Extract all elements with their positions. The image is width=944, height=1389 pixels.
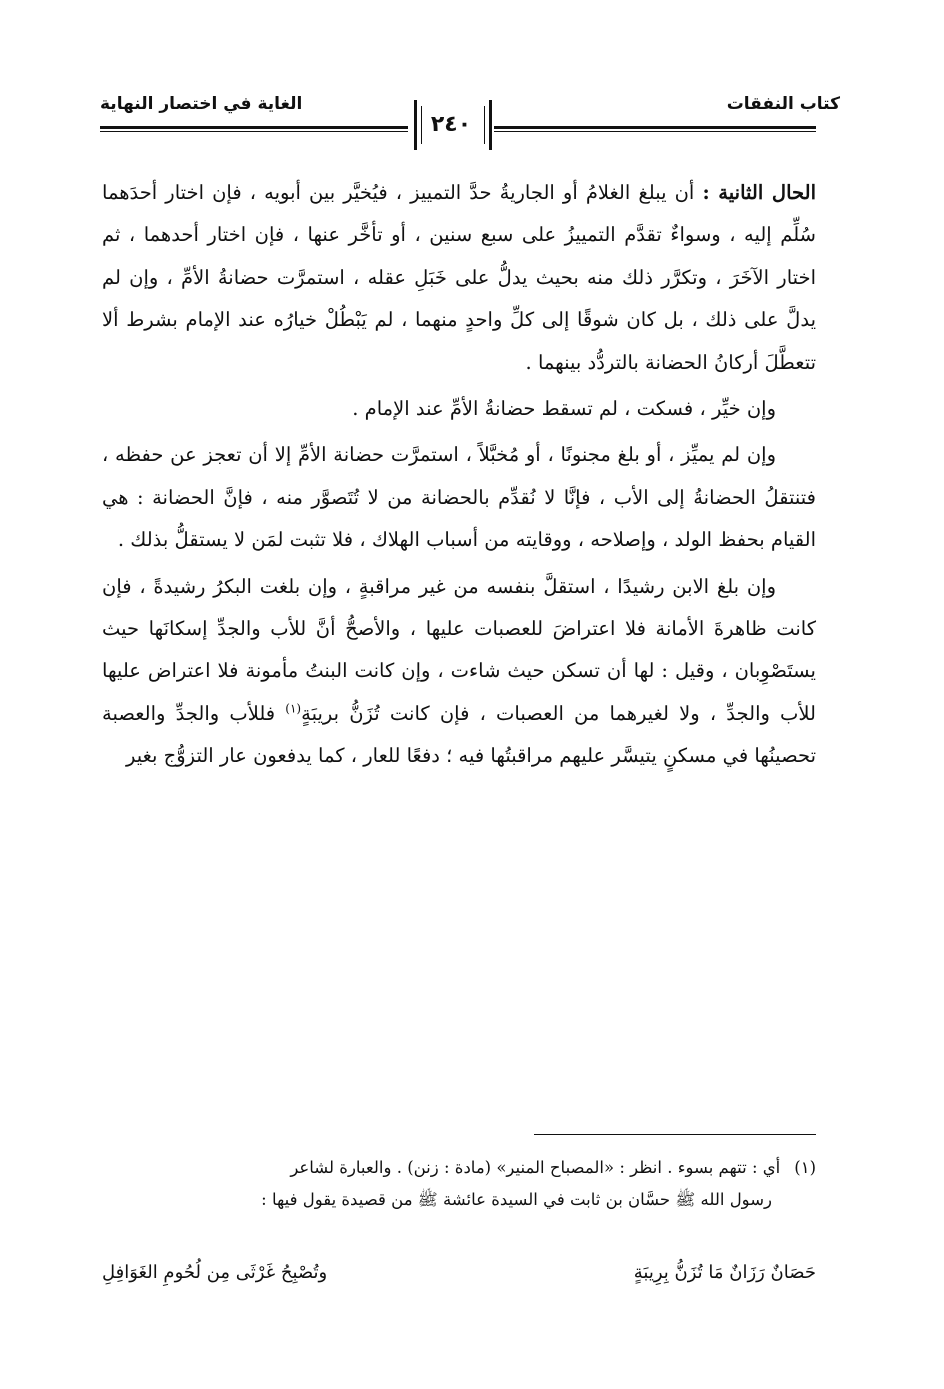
- paragraph-1-text: أن يبلغ الغلامُ أو الجاريةُ حدَّ التمييز ، فيُخيَّر بين أبويه ، فإن اختار أحدَهما سُلِّم إليه ، وسواءٌ تقدَّم التمييزُ على سبع سنين ، أو تأخَّر عنها ، فإن اختار أحدهما ، ثم اختار الآخَرَ ، وتكرَّر ذلك منه بحيث يدلُّ على خَبَلِ عقله ، استمرَّت حضانةُ الأمِّ ، وإن لم يدلَّ على ذلك ، بل كان شوقًا إلى كلِّ واحدٍ منهما ، لم يَبْطُلْ خيارُه عند الإمام بشرط ألا تتعطَّلَ أركانُ الحضانة بالتردُّد بينهما .: [102, 181, 816, 374]
- footnote-verse: [102, 1262, 816, 1302]
- paragraph-4-text-a: وإن بلغ الابن رشيدًا ، استقلَّ بنفسه من غير مراقبةٍ ، وإن بلغت البكرُ رشيدةً ، فإن كانت ظاهرةَ الأمانة فلا اعتراضَ للعصبات عليها ، والأصحُّ أنَّ للأب والجدِّ إسكانَها حيث يستَصْوِبان ، وقيل : لها أن تسكن حيث شاءت ، وإن كانت البنتُ مأمونة فلا اعتراض عليها للأب والجدِّ ، ولا لغيرهما من العصبات ، فإن كانت تُزَنُّ بريبَةٍ: [102, 574, 816, 725]
- running-header-book-title: كتاب النفقات: [726, 94, 840, 114]
- footnote-marker: (١): [285, 701, 302, 716]
- verse-first-hemistich: حَصَانٌ رَزَانٌ مَا تُزَنُّ بِرِيبَةٍ: [633, 1262, 816, 1283]
- paragraph-3: وإن لم يميِّز ، أو بلغ مجنونًا ، أو مُخبَّلاً ، استمرَّت حضانة الأمِّ إلا أن تعجز عن حفظه ، فتنتقلُ الحضانةُ إلى الأب ، فإنَّا لا نُقدِّم بالحضانة من لا تُتَصوَّر منه ، فإنَّ الحضانة : هي القيام بحفظ الولد ، وإصلاحه ، ووقايته من أسباب الهلاك ، فلا تثبت لمَن لا يستقلُّ بذلك .: [102, 443, 816, 552]
- running-header-work-title: الغاية في اختصار النهاية: [100, 94, 303, 114]
- verse-second-hemistich: وتُصْبِحُ غَرْثَى مِن لُحُومِ الغَوَافِلِ: [102, 1262, 328, 1283]
- footnote-line-2: رسول الله ﷺ حسَّان بن ثابت في السيدة عائشة ﷺ من قصيدة يقول فيها :: [261, 1190, 772, 1209]
- main-text: [102, 172, 816, 778]
- page-number-frame: [408, 100, 494, 152]
- paragraph-1: [102, 172, 816, 384]
- section-lead-heading: الحال الثانية :: [702, 181, 816, 204]
- footnote-line-1: [102, 1152, 816, 1184]
- paragraph-2: وإن خيِّر ، فسكت ، لم تسقط حضانةُ الأمِّ عند الإمام .: [352, 397, 776, 421]
- paragraph-4: [102, 566, 816, 778]
- footnote-text-1: أي : تتهم بسوء . انظر : «المصباح المنير» (مادة : زنن) . والعبارة لشاعر: [290, 1158, 781, 1177]
- footnote-separator: [534, 1134, 816, 1135]
- page-number: ٢٤٠: [430, 112, 472, 137]
- paragraph-4-text-b: فللأب والجدِّ والعصبة تحصينُها في مسكنٍ يتيسَّر عليهم مراقبتُها فيه ؛ دفعًا للعار ، كما يدفعون عار التزوُّج بغير: [102, 701, 816, 768]
- footnote: [102, 1152, 816, 1216]
- footnote-number: (١): [794, 1158, 816, 1177]
